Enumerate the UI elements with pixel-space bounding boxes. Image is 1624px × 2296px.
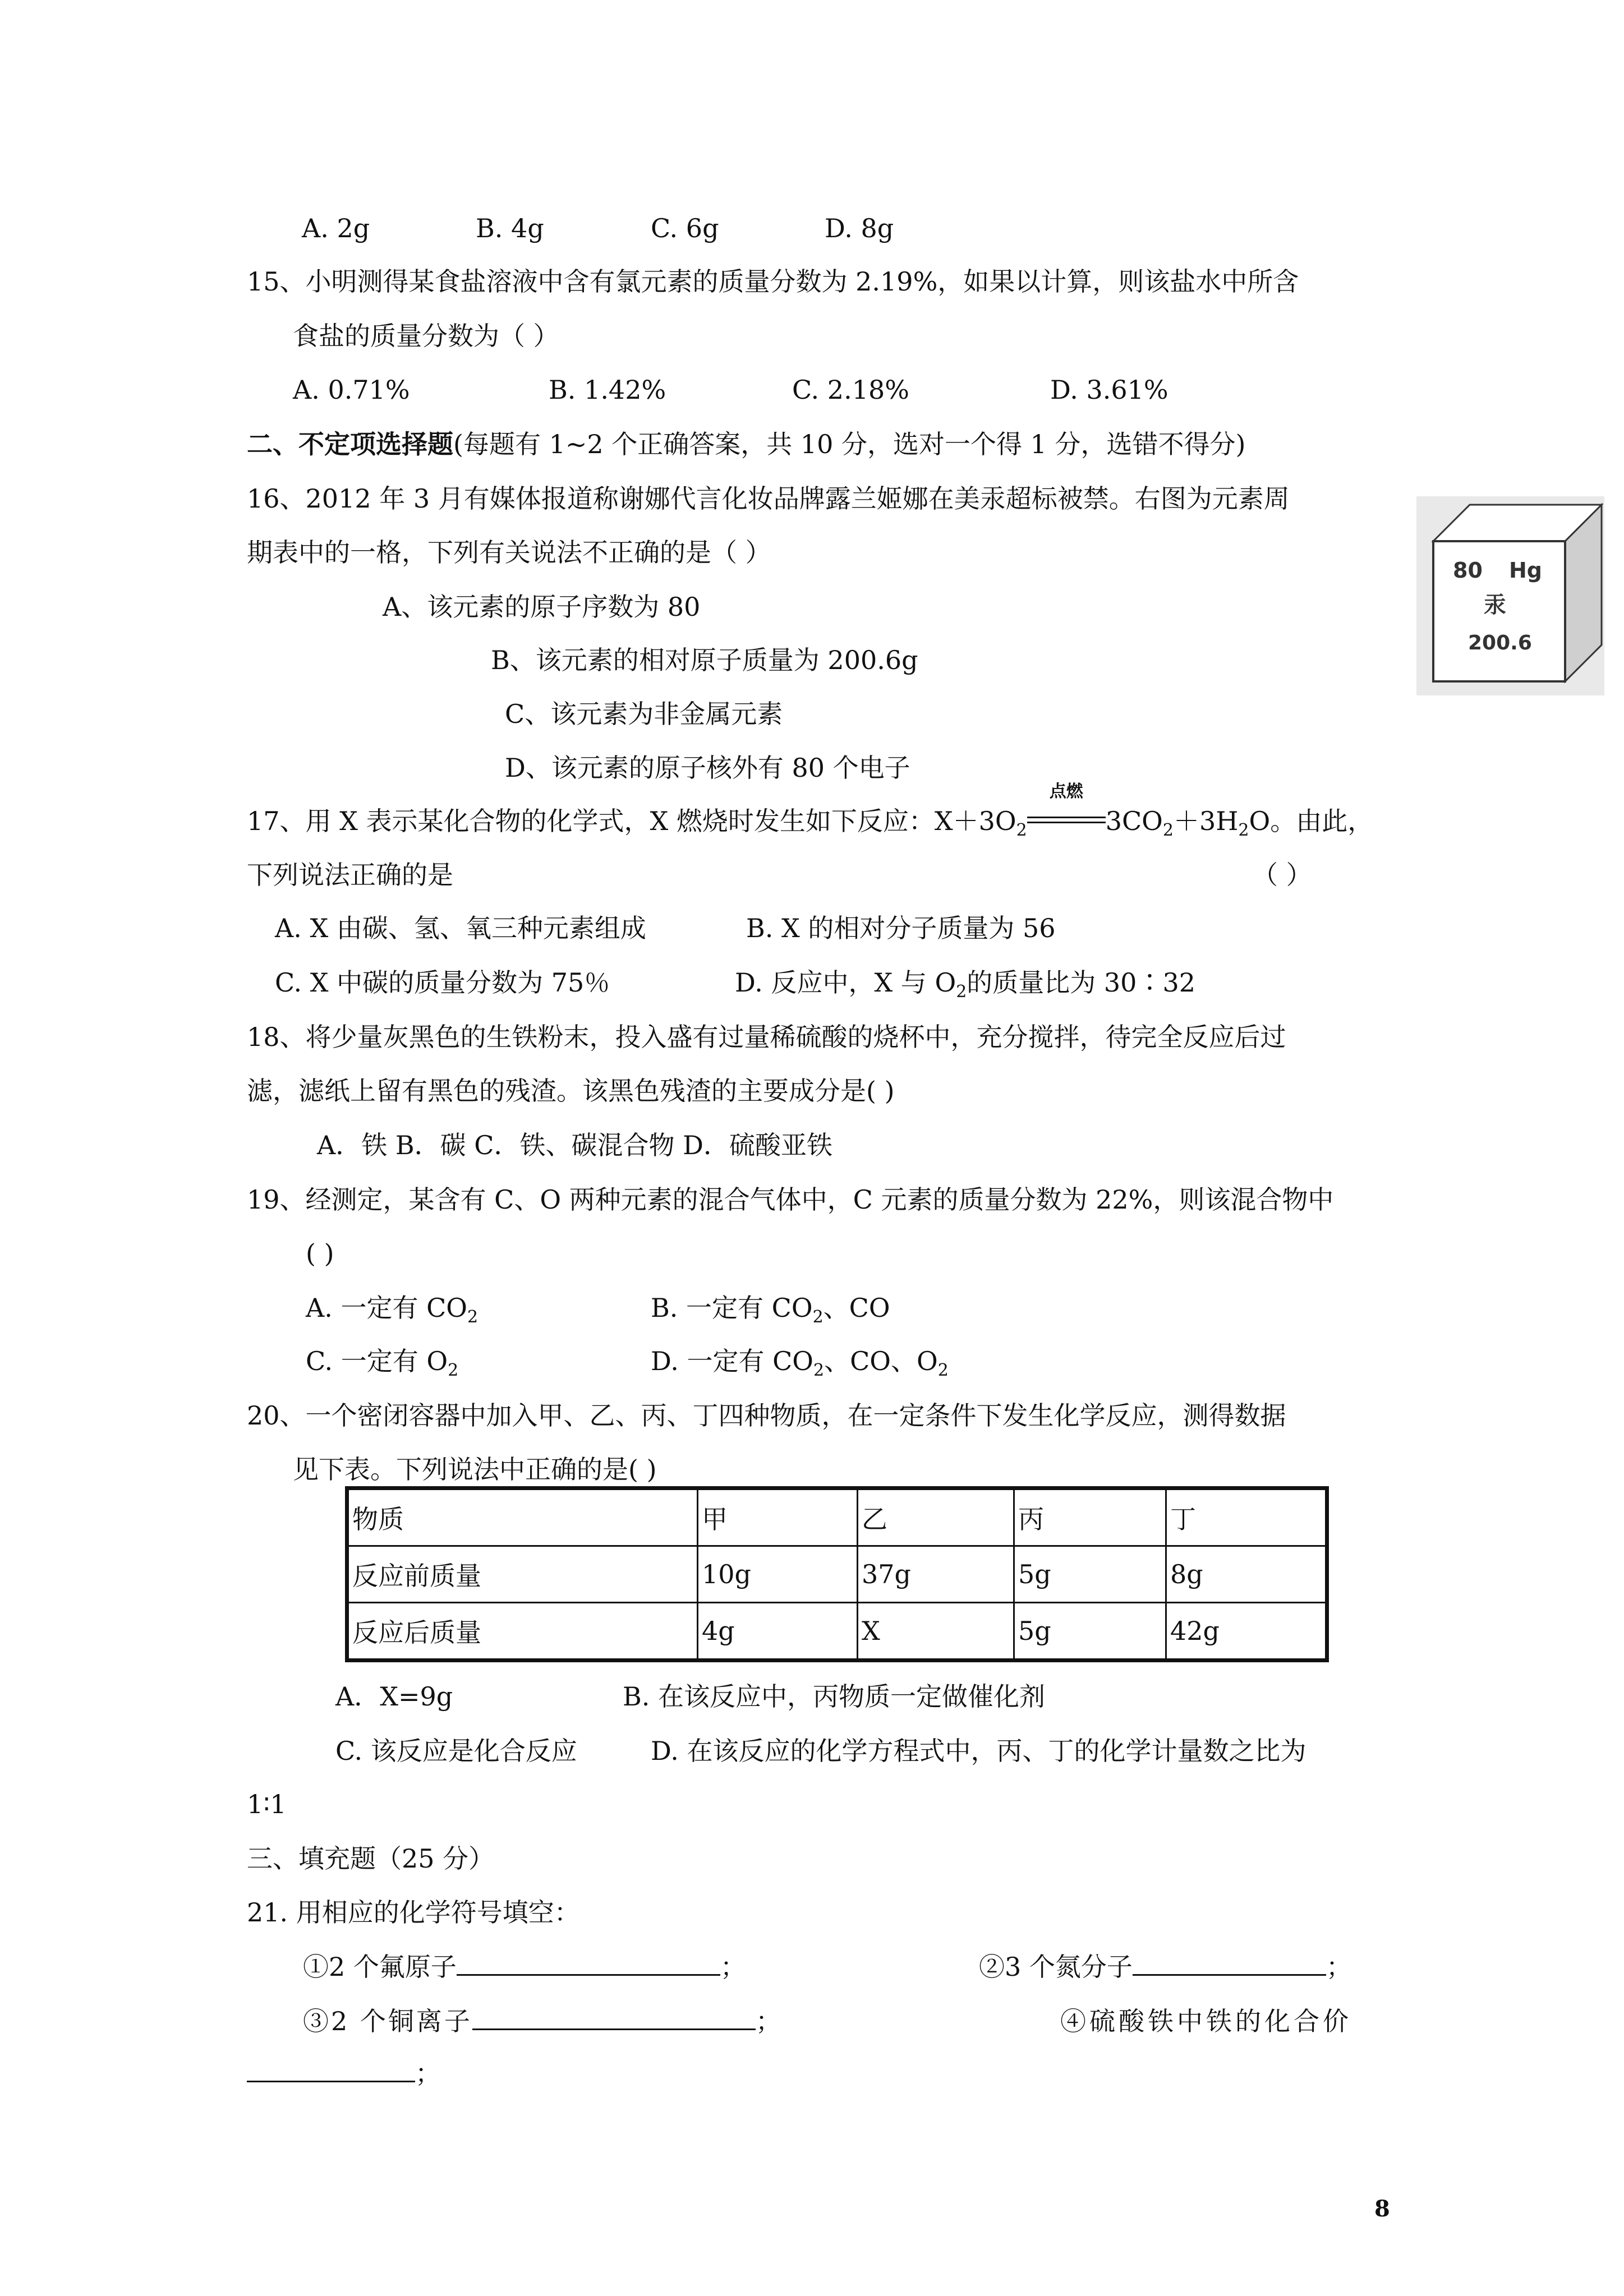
q17-suffix: 。由此， [1270, 806, 1374, 836]
q20-line2: 见下表。下列说法中正确的是( ) [293, 1454, 657, 1484]
q21-title: 21. 用相应的化学符号填空： [247, 1897, 580, 1928]
element-cell-cube [1416, 496, 1604, 695]
table-row [347, 1603, 1327, 1661]
q17-sub-2a: 2 [1016, 820, 1027, 841]
table-cell: X [858, 1603, 1014, 1661]
q19-line2: ( ) [306, 1238, 334, 1269]
q17-option-c: C. X 中碳的质量分数为 75％ [275, 967, 610, 998]
q16-option-c: C、该元素为非金属元素 [505, 699, 783, 729]
q21-item1 [303, 1952, 746, 1983]
q19-option-c-text: C. 一定有 O [306, 1346, 448, 1376]
q21-item2-sep: ； [1326, 1952, 1352, 1982]
q19-option-d-text: D. 一定有 CO [651, 1346, 814, 1376]
q17-option-d-text: D. 反应中，X 与 O [735, 967, 956, 998]
q21-item3 [303, 2006, 784, 2037]
q19-option-a: A. 一定有 $CO_2$ [306, 1293, 479, 1327]
section2-title: 二、不定项选择题 [247, 429, 453, 459]
q19-option-c: C. 一定有 $O_2$ [306, 1346, 459, 1381]
q20-option-d-tail: 1∶1 [247, 1789, 287, 1819]
q20-option-a: A．X=9g [335, 1681, 453, 1712]
q20-data-table [345, 1486, 1329, 1662]
table-cell: 乙 [858, 1488, 1014, 1546]
q21-item2 [979, 1952, 1352, 1983]
table-cell: 42g [1166, 1603, 1327, 1661]
q15-option-d: D. 3.61% [1050, 375, 1168, 405]
table-cell: 5g [1014, 1546, 1166, 1603]
section2-heading [247, 429, 1246, 460]
q19-line1: 19、经测定，某含有 C、O 两种元素的混合气体中，C 元素的质量分数为 22%，则该混合物中 [247, 1184, 1334, 1215]
table-cell: 物质 [347, 1488, 698, 1546]
q21-item4-blank[interactable] [247, 2058, 415, 2082]
q17-line1: 17、用 X 表示某化合物的化学式，X 燃烧时发生如下反应：$X+3O_2$ 点燃 $3CO_2+3H_2O$。由此， [247, 782, 1374, 841]
table-cell: 37g [858, 1546, 1014, 1603]
section2-note: (每题有 1~2 个正确答案，共 10 分，选对一个得 1 分，选错不得分) [453, 429, 1246, 459]
q16-option-d: D、该元素的原子核外有 80 个电子 [505, 753, 910, 783]
q17-option-d-tail: 的质量比为 30∶32 [967, 967, 1195, 998]
q15-line1: 15、小明测得某食盐溶液中含有氯元素的质量分数为 2.19%，如果以计算，则该盐水中所含 [247, 266, 1299, 297]
q14-option-c: C. 6g [651, 213, 719, 243]
q21-item2-blank[interactable] [1133, 1952, 1326, 1976]
q17-bracket: （ ） [1252, 860, 1312, 890]
table-cell: 8g [1166, 1546, 1327, 1603]
q17-option-b: B. X 的相对分子质量为 56 [746, 913, 1056, 943]
q16-option-b: B、该元素的相对原子质量为 200.6g [491, 645, 918, 675]
table-cell: 甲 [698, 1488, 858, 1546]
element-name: 汞 [1484, 592, 1506, 618]
q16-line2: 期表中的一格，下列有关说法不正确的是（ ） [247, 537, 771, 568]
q21-item1-sep: ； [720, 1952, 746, 1982]
q15-option-b: B. 1.42% [549, 375, 666, 405]
q18-line2: 滤，滤纸上留有黑色的残渣。该黑色残渣的主要成分是( ) [247, 1076, 895, 1106]
q17-condition: 点燃 [1049, 782, 1083, 801]
table-cell: 反应后质量 [347, 1603, 698, 1661]
q15-line2: 食盐的质量分数为（ ） [293, 321, 559, 351]
q20-option-d: D. 在该反应的化学方程式中，丙、丁的化学计量数之比为 [651, 1736, 1306, 1766]
q20-option-c: C. 该反应是化合反应 [335, 1736, 577, 1766]
q21-item4-sep: ； [415, 2058, 441, 2088]
q15-option-a: A. 0.71% [293, 375, 410, 405]
q20-line1: 20、一个密闭容器中加入甲、乙、丙、丁四种物质，在一定条件下发生化学反应，测得数据 [247, 1400, 1286, 1431]
table-cell: 4g [698, 1603, 858, 1661]
table-row [347, 1488, 1327, 1546]
table-row [347, 1546, 1327, 1603]
table-cell: 反应前质量 [347, 1546, 698, 1603]
q14-option-d: D. 8g [825, 213, 894, 243]
q14-option-b: B. 4g [476, 213, 544, 243]
table-cell: 丙 [1014, 1488, 1166, 1546]
q19-option-a-text: A. 一定有 CO [306, 1293, 467, 1323]
q16-line1: 16、2012 年 3 月有媒体报道称谢娜代言化妆品牌露兰姬娜在美汞超标被禁。右图为元素周 [247, 483, 1290, 514]
q18-options: A．铁 B．碳 C．铁、碳混合物 D．硫酸亚铁 [317, 1130, 832, 1160]
q21-item3-blank[interactable] [472, 2006, 756, 2030]
element-symbol: Hg [1509, 558, 1543, 583]
q19-option-b-tail: 、CO [823, 1293, 890, 1323]
q15-option-c: C. 2.18% [792, 375, 909, 405]
q17-reaction-arrow [1027, 782, 1106, 830]
q19-option-d: D. 一定有 $CO_2$、CO、$O_2$ [651, 1346, 949, 1381]
q19-option-b-text: B. 一定有 CO [651, 1293, 813, 1323]
section3-title: 三、填充题（25 分） [247, 1843, 495, 1874]
q17-line2: 下列说法正确的是 [247, 860, 453, 890]
q20-option-b: B. 在该反应中，丙物质一定做催化剂 [623, 1681, 1046, 1712]
table-cell: 丁 [1166, 1488, 1327, 1546]
q18-line1: 18、将少量灰黑色的生铁粉末，投入盛有过量稀硫酸的烧杯中，充分搅拌，待完全反应后过 [247, 1022, 1286, 1052]
element-mass: 200.6 [1468, 631, 1532, 654]
element-number: 80 [1453, 558, 1483, 583]
q21-item1-blank[interactable] [457, 1952, 720, 1976]
table-cell: 10g [698, 1546, 858, 1603]
element-cell-figure [1416, 496, 1604, 695]
q16-option-a: A、该元素的原子序数为 80 [383, 592, 701, 622]
q21-item4-answer [247, 2058, 441, 2089]
table-cell: 5g [1014, 1603, 1166, 1661]
page-number: 8 [1374, 2196, 1390, 2222]
q14-option-a: A. 2g [302, 213, 370, 243]
q21-item3-sep: ； [755, 2006, 784, 2036]
q21-item2-label: ②3 个氮分子 [979, 1952, 1133, 1982]
q17-prefix: 17、用 X 表示某化合物的化学式，X 燃烧时发生如下反应：X＋3O [247, 806, 1016, 836]
q21-item4: ④硫酸铁中铁的化合价 [1060, 2006, 1352, 2036]
q17-option-a: A. X 由碳、氢、氧三种元素组成 [275, 913, 646, 943]
q17-option-d: D. 反应中，X 与 $O_2$的质量比为 30∶32 [735, 967, 1195, 1002]
q21-item3-label: ③2 个铜离子 [303, 2006, 472, 2036]
q19-option-d-mid: 、CO、O [824, 1346, 938, 1376]
q19-option-b: B. 一定有 $CO_2$、CO [651, 1293, 890, 1327]
q21-item1-label: ①2 个氟原子 [303, 1952, 457, 1982]
